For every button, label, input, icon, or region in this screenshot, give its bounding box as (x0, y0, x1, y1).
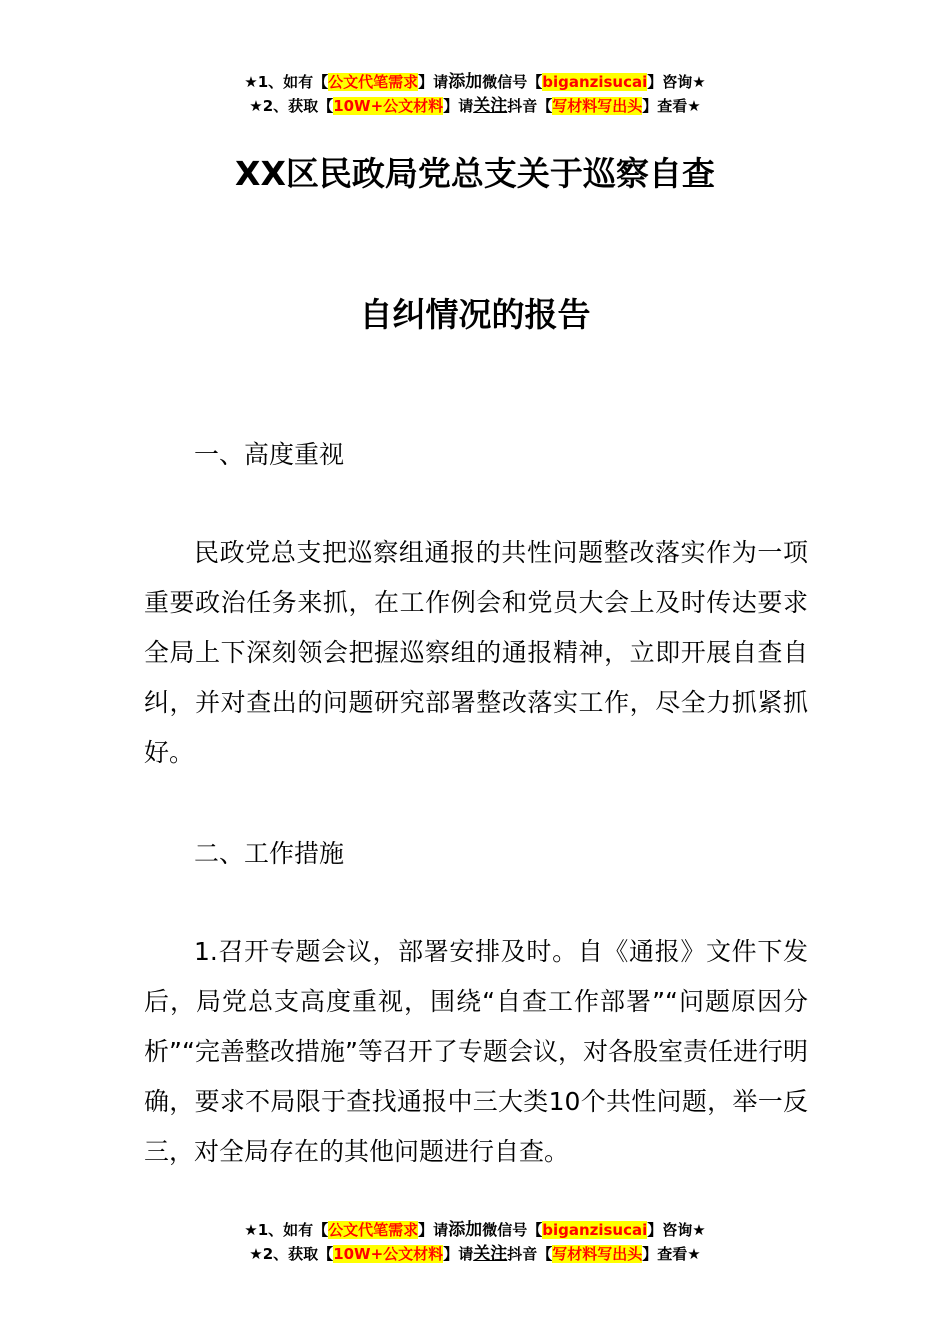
banner-text: 抖音【 (507, 1245, 553, 1263)
banner-emphasis: 添加 (448, 1220, 483, 1240)
banner-text: 】查看★ (642, 1245, 701, 1263)
banner-text: 】请 (443, 1245, 474, 1263)
banner-highlight-materials: 10W+公文材料 (333, 1245, 444, 1263)
banner-highlight-wechat: biganzisucai (542, 1221, 648, 1239)
banner-line-2 (0, 1242, 950, 1266)
banner-text: 微信号【 (482, 73, 543, 91)
banner-text: 】请 (418, 73, 449, 91)
banner-text: 】查看★ (642, 97, 701, 115)
banner-text: 抖音【 (507, 97, 553, 115)
banner-highlight-douyin: 写材料写出头 (552, 97, 643, 115)
banner-text: ★1、如有【 (244, 1221, 329, 1239)
banner-line-1 (0, 1218, 950, 1242)
banner-emphasis: 关注 (473, 96, 508, 116)
section-1-heading: 一、高度重视 (194, 440, 345, 469)
banner-text: 】请 (418, 1221, 449, 1239)
banner-highlight-service: 公文代笔需求 (328, 73, 419, 91)
banner-text: 】咨询★ (647, 1221, 706, 1239)
section-2-heading: 二、工作措施 (194, 839, 345, 868)
document-title-line-1: XX区民政局党总支关于巡察自查 (235, 154, 715, 193)
section-2-paragraph-1: 1.召开专题会议，部署安排及时。自《通报》文件下发后，局党总支高度重视，围绕“自查工作部署”“问题原因分析”“完善整改措施”等召开了专题会议，对各股室责任进行明确，要求不局限于查找通报中三大类10个共性问题，举一反三，对全局存在的其他问题进行自查。 (144, 937, 808, 1166)
banner-highlight-materials: 10W+公文材料 (333, 97, 444, 115)
banner-highlight-wechat: biganzisucai (542, 73, 648, 91)
banner-text: 微信号【 (482, 1221, 543, 1239)
banner-highlight-service: 公文代笔需求 (328, 1221, 419, 1239)
banner-text: 】请 (443, 97, 474, 115)
banner-text: 】咨询★ (647, 73, 706, 91)
banner-emphasis: 添加 (448, 72, 483, 92)
bottom-banner (0, 1218, 950, 1266)
banner-highlight-douyin: 写材料写出头 (552, 1245, 643, 1263)
banner-emphasis: 关注 (473, 1244, 508, 1264)
section-1-paragraph: 民政党总支把巡察组通报的共性问题整改落实作为一项重要政治任务来抓，在工作例会和党员大会上及时传达要求全局上下深刻领会把握巡察组的通报精神，立即开展自查自纠，并对查出的问题研究部署整改落实工作，尽全力抓紧抓好。 (144, 538, 808, 767)
banner-text: ★2、获取【 (249, 1245, 334, 1263)
banner-line-1 (0, 70, 950, 94)
banner-line-2 (0, 94, 950, 118)
banner-text: ★2、获取【 (249, 97, 334, 115)
document-title-line-2: 自纠情况的报告 (359, 295, 591, 334)
top-banner (0, 70, 950, 118)
banner-text: ★1、如有【 (244, 73, 329, 91)
